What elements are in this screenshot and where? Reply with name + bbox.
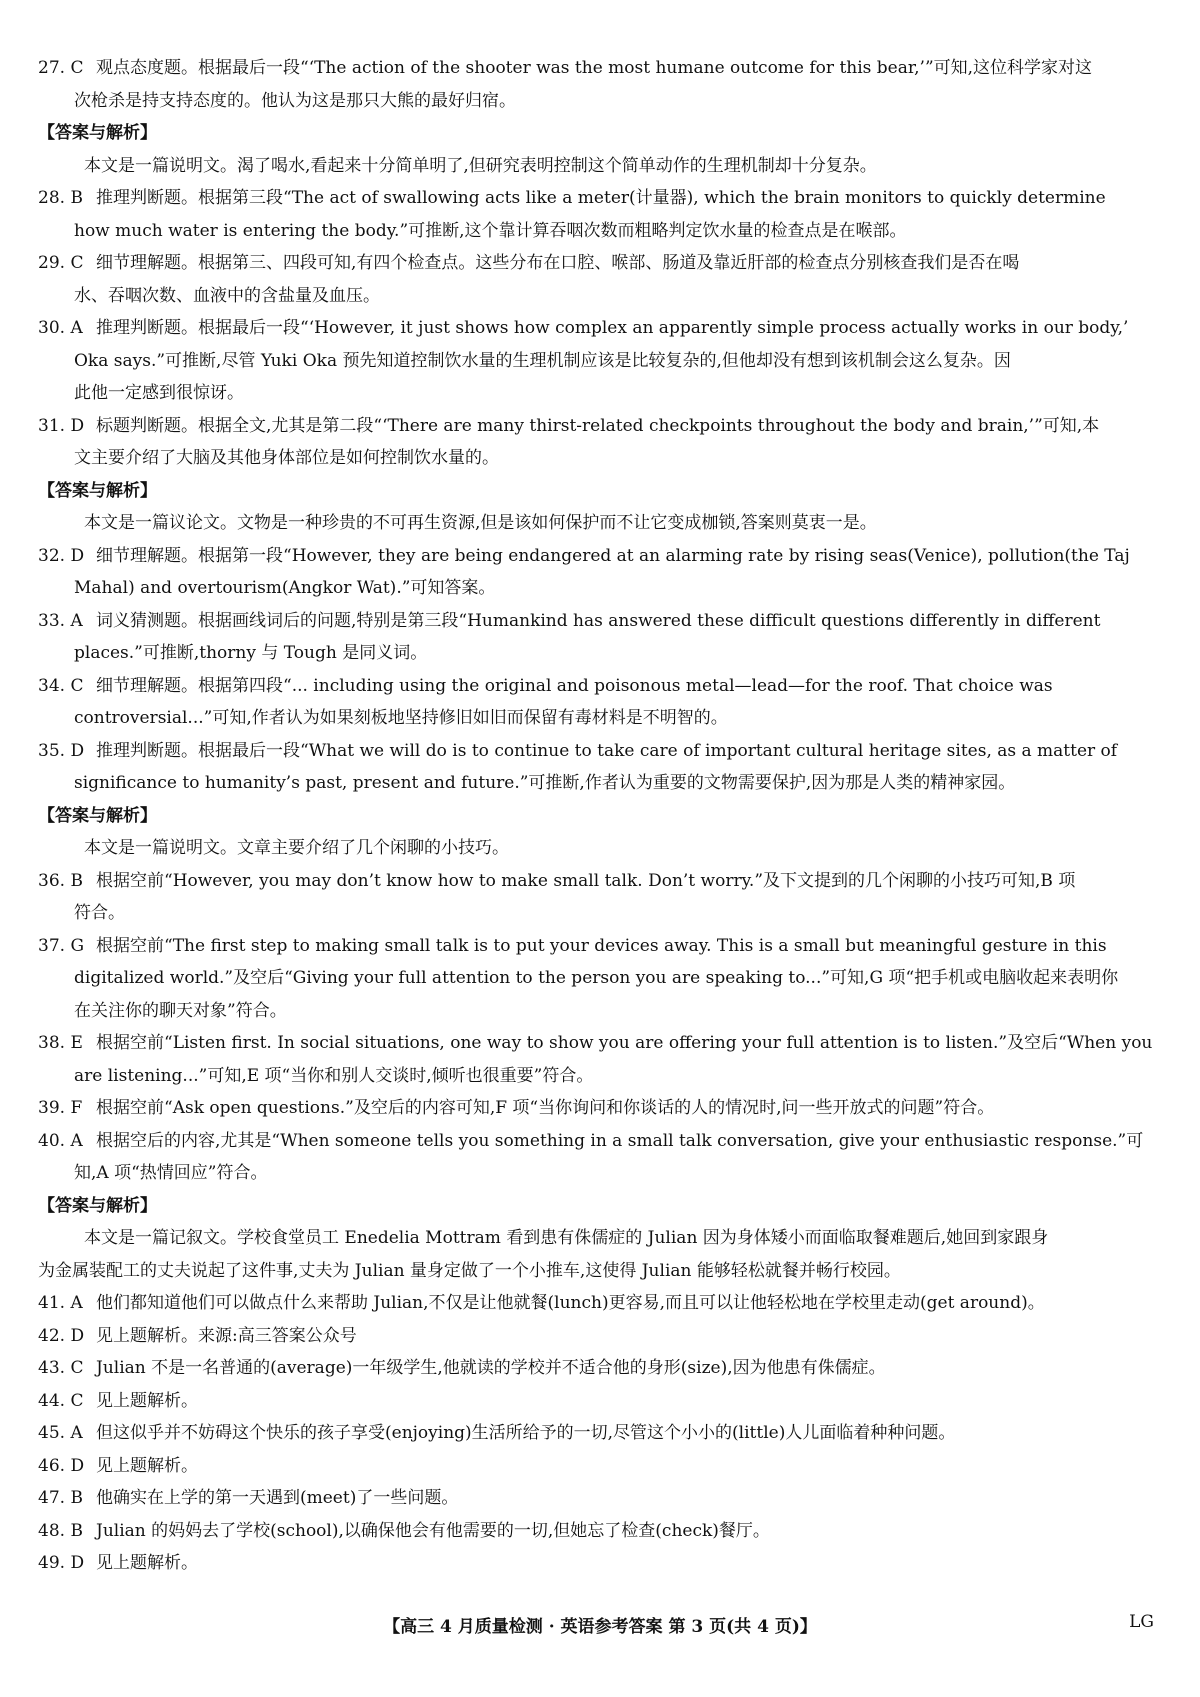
item-number: 28. B bbox=[38, 188, 83, 208]
line-31: are listening...”可知,E 项“当你和别人交谈时,倾听也很重要”符合。 bbox=[74, 1065, 594, 1086]
item-number: 43. C bbox=[38, 1358, 84, 1378]
item-number: 32. D bbox=[38, 545, 85, 566]
item-number: 33. A bbox=[38, 610, 83, 631]
passage-intro: 本文是一篇议论文。文物是一种珍贵的不可再生资源,但是该如何保护而不让它变成枷锁,答案则莫衷一是。 bbox=[84, 513, 877, 533]
item-number: 35. D bbox=[38, 740, 85, 761]
line-33 bbox=[38, 1125, 1170, 1158]
line-20: controversial...”可知,作者认为如果刻板地坚持修旧如旧而保留有毒材料是不明智的。 bbox=[74, 708, 728, 728]
item-text: 推理判断题。根据最后一段“‘However, it just shows how complex an apparently simple process actually works in our body,’ bbox=[96, 318, 1129, 338]
line-27 bbox=[38, 930, 1170, 963]
item-number: 27. C bbox=[38, 58, 84, 78]
item-text: 观点态度题。根据最后一段“‘The action of the shooter was the most humane outcome for this bear,’”可知,这位科学家对这 bbox=[96, 58, 1093, 78]
line-41 bbox=[38, 1385, 1170, 1418]
line-39 bbox=[38, 1320, 1170, 1353]
item-number: 41. A bbox=[38, 1293, 83, 1313]
item-text: 细节理解题。根据第一段“However, they are being endangered at an alarming rate by rising seas(Venice), pollution(the Taj bbox=[96, 545, 1130, 566]
item-number: 45. A bbox=[38, 1423, 83, 1443]
line-11 bbox=[38, 410, 1170, 443]
page-footer bbox=[0, 1612, 1200, 1644]
line-21 bbox=[38, 735, 1170, 768]
item-number: 44. C bbox=[38, 1390, 84, 1411]
item-number: 39. F bbox=[38, 1098, 83, 1118]
line-34: 知,A 项“热情回应”符合。 bbox=[74, 1163, 268, 1183]
item-text: 见上题解析。来源:高三答案公众号 bbox=[96, 1325, 357, 1346]
line-29: 在关注你的聊天对象”符合。 bbox=[74, 1000, 287, 1021]
line-7: 水、吞咽次数、血液中的含盐量及血压。 bbox=[74, 285, 380, 306]
item-text: 见上题解析。 bbox=[96, 1390, 198, 1411]
line-0 bbox=[38, 52, 1170, 85]
line-45 bbox=[38, 1515, 1170, 1548]
passage-intro-cont: 为金属装配工的丈夫说起了这件事,丈夫为 Julian 量身定做了一个小推车,这使得 Julian 能够轻松就餐并畅行校园。 bbox=[38, 1260, 901, 1281]
item-text: Julian 的妈妈去了学校(school),以确保他会有他需要的一切,但她忘了检查(check)餐厅。 bbox=[96, 1520, 770, 1541]
line-40 bbox=[38, 1352, 1170, 1385]
line-25 bbox=[38, 865, 1170, 898]
line-28: digitalized world.”及空后“Giving your full attention to the person you are speaking to...”可知,G 项“把手机或电脑收起来表明你 bbox=[74, 968, 1119, 988]
line-1: 次枪杀是持支持态度的。他认为这是那只大熊的最好归宿。 bbox=[74, 90, 516, 111]
section-heading: 【答案与解析】 bbox=[38, 1195, 157, 1216]
item-text: 推理判断题。根据第三段“The act of swallowing acts like a meter(计量器), which the brain monitors to quickly determine bbox=[96, 188, 1106, 208]
item-number: 37. G bbox=[38, 935, 85, 956]
item-text: 他确实在上学的第一天遇到(meet)了一些问题。 bbox=[96, 1488, 459, 1508]
item-text: 标题判断题。根据全文,尤其是第二段“‘There are many thirst-related checkpoints throughout the body and brain,’”可知,本 bbox=[96, 415, 1100, 436]
line-46 bbox=[38, 1547, 1170, 1580]
section-heading: 【答案与解析】 bbox=[38, 480, 157, 501]
item-number: 42. D bbox=[38, 1325, 85, 1346]
item-text: 根据空前“The first step to making small talk is to put your devices away. This is a small but meaningful gesture in this bbox=[96, 935, 1107, 956]
item-text: 细节理解题。根据第四段“... including using the original and poisonous metal—lead—for the roof. That choice was bbox=[96, 675, 1053, 696]
line-38 bbox=[38, 1287, 1170, 1320]
line-32 bbox=[38, 1092, 1170, 1125]
item-text: 见上题解析。 bbox=[96, 1455, 198, 1476]
line-26: 符合。 bbox=[74, 903, 125, 923]
footer-title: 【高三 4 月质量检测 · 英语参考答案 第 3 页(共 4 页)】 bbox=[383, 1617, 817, 1637]
line-18: places.”可推断,thorny 与 Tough 是同义词。 bbox=[74, 643, 428, 663]
line-22: significance to humanity’s past, present and future.”可推断,作者认为重要的文物需要保护,因为那是人类的精神家园。 bbox=[74, 773, 1016, 793]
item-text: 根据空前“However, you may don’t know how to make small talk. Don’t worry.”及下文提到的几个闲聊的小技巧可知,B 项 bbox=[96, 870, 1076, 891]
item-number: 46. D bbox=[38, 1455, 85, 1476]
item-number: 29. C bbox=[38, 253, 84, 273]
item-text: 他们都知道他们可以做点什么来帮助 Julian,不仅是让他就餐(lunch)更容易,而且可以让他轻松地在学校里走动(get around)。 bbox=[96, 1293, 1045, 1313]
answer-key-page bbox=[38, 52, 1170, 1580]
item-number: 31. D bbox=[38, 415, 85, 436]
item-text: 但这似乎并不妨碍这个快乐的孩子享受(enjoying)生活所给予的一切,尽管这个小小的(little)人儿面临着种种问题。 bbox=[96, 1423, 956, 1443]
item-text: 细节理解题。根据第三、四段可知,有四个检查点。这些分布在口腔、喉部、肠道及靠近肝部的检查点分别核查我们是否在喝 bbox=[96, 253, 1020, 273]
line-17 bbox=[38, 605, 1170, 638]
line-16: Mahal) and overtourism(Angkor Wat).”可知答案。 bbox=[74, 578, 496, 598]
line-6 bbox=[38, 247, 1170, 280]
footer-code: LG bbox=[1129, 1612, 1154, 1632]
line-15 bbox=[38, 540, 1170, 573]
line-10: 此他一定感到很惊讶。 bbox=[74, 383, 244, 403]
line-30 bbox=[38, 1027, 1170, 1060]
item-number: 47. B bbox=[38, 1488, 83, 1508]
item-number: 49. D bbox=[38, 1553, 85, 1573]
line-19 bbox=[38, 670, 1170, 703]
item-text: 推理判断题。根据最后一段“What we will do is to continue to take care of important cultural heritage sites, as a matter of bbox=[96, 740, 1118, 761]
item-number: 34. C bbox=[38, 675, 84, 696]
line-44 bbox=[38, 1482, 1170, 1515]
item-text: 词义猜测题。根据画线词后的问题,特别是第三段“Humankind has answered these difficult questions differently in different bbox=[96, 610, 1101, 631]
line-42 bbox=[38, 1417, 1170, 1450]
line-43 bbox=[38, 1450, 1170, 1483]
item-text: 见上题解析。 bbox=[96, 1553, 198, 1573]
passage-intro: 本文是一篇说明文。文章主要介绍了几个闲聊的小技巧。 bbox=[84, 838, 509, 858]
item-text: 根据空前“Ask open questions.”及空后的内容可知,F 项“当你询问和你谈话的人的情况时,问一些开放式的问题”符合。 bbox=[96, 1098, 995, 1118]
passage-intro: 本文是一篇说明文。渴了喝水,看起来十分简单明了,但研究表明控制这个简单动作的生理机制却十分复杂。 bbox=[84, 155, 877, 176]
item-text: 根据空后的内容,尤其是“When someone tells you something in a small talk conversation, give your enthusiastic response.”可 bbox=[96, 1130, 1144, 1151]
item-number: 40. A bbox=[38, 1130, 83, 1151]
line-9: Oka says.”可推断,尽管 Yuki Oka 预先知道控制饮水量的生理机制应该是比较复杂的,但他却没有想到该机制会这么复杂。因 bbox=[74, 350, 1011, 371]
line-4 bbox=[38, 182, 1170, 215]
item-number: 30. A bbox=[38, 318, 83, 338]
passage-intro: 本文是一篇记叙文。学校食堂员工 Enedelia Mottram 看到患有侏儒症的 Julian 因为身体矮小而面临取餐难题后,她回到家跟身 bbox=[84, 1228, 1049, 1248]
item-text: 根据空前“Listen first. In social situations, one way to show you are offering your full attention is to listen.”及空后“When you bbox=[96, 1033, 1153, 1053]
section-heading: 【答案与解析】 bbox=[38, 123, 157, 143]
section-heading: 【答案与解析】 bbox=[38, 805, 157, 826]
line-5: how much water is entering the body.”可推断,这个靠计算吞咽次数而粗略判定饮水量的检查点是在喉部。 bbox=[74, 220, 907, 241]
item-number: 48. B bbox=[38, 1520, 83, 1541]
item-number: 38. E bbox=[38, 1033, 83, 1053]
line-12: 文主要介绍了大脑及其他身体部位是如何控制饮水量的。 bbox=[74, 448, 499, 468]
item-text: Julian 不是一名普通的(average)一年级学生,他就读的学校并不适合他的身形(size),因为他患有侏儒症。 bbox=[96, 1358, 886, 1378]
line-8 bbox=[38, 312, 1170, 345]
item-number: 36. B bbox=[38, 870, 83, 891]
